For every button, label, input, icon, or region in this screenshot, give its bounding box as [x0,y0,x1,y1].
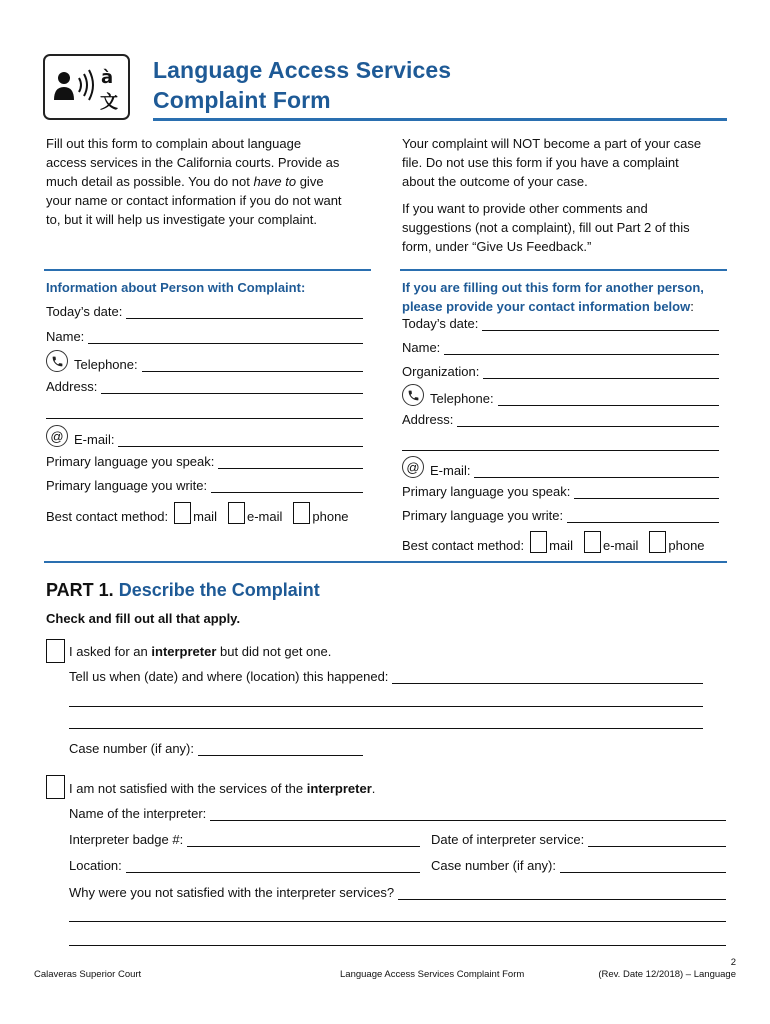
date-label: Today’s date: [46,304,123,319]
bold-text: interpreter [306,781,372,796]
right-section-heading [402,278,732,316]
contact-method-label: Best contact method: [46,509,169,524]
svg-text:文: 文 [100,92,118,113]
address-input-line-2[interactable] [46,406,363,419]
lang-write-input-line[interactable] [211,479,363,493]
email-label: E-mail: [74,432,115,447]
phone-checkbox[interactable] [649,531,666,553]
when-where-input-line-2[interactable] [69,694,703,707]
lang-write-label: Primary language you write: [46,478,208,493]
location-label: Location: [69,858,122,873]
lang-write-input-line[interactable] [567,509,719,523]
mail-checkbox[interactable] [530,531,547,553]
title-divider [153,118,727,121]
email-label: E-mail: [430,463,471,478]
no-interpreter-statement: I asked for an interpreter but did not get one. [69,644,332,659]
why-not-satisfied-input-line[interactable] [398,886,726,900]
service-date-input-line[interactable] [588,833,726,847]
case-number-label: Case number (if any): [69,741,194,756]
email-input-line[interactable] [118,433,363,447]
phone-icon [402,384,424,406]
right-lang-write-field[interactable] [402,508,719,523]
right-heading-line: please provide your contact information below: [402,299,694,314]
footer-court-name: Calaveras Superior Court [34,969,142,980]
lang-speak-label: Primary language you speak: [46,454,215,469]
footer-form-name: Language Access Services Complaint Form [340,969,525,980]
left-address-field[interactable] [46,379,363,394]
email-checkbox[interactable] [228,502,245,524]
why-not-satisfied-label: Why were you not satisfied with the interpreter services? [69,885,395,900]
why-not-satisfied-input-line-2[interactable] [69,909,726,922]
title-line-1: Language Access Services [153,57,452,83]
interpreter-name-label: Name of the interpreter: [69,806,207,821]
case-number-input-line[interactable] [198,742,363,756]
email-checkbox[interactable] [584,531,601,553]
case-number-label: Case number (if any): [431,858,556,873]
service-date-label: Date of interpreter service: [431,832,585,847]
intro-right-line: file. Do not use this form if you have a complaint [402,155,679,170]
right-email-field[interactable] [402,456,719,478]
intro-right-line: Your complaint will NOT become a part of your case [402,136,702,151]
title-line-2: Complaint Form [153,87,331,113]
phone-input-line[interactable] [498,392,719,406]
language-access-logo-icon [43,54,130,120]
part1-instruction: Check and fill out all that apply. [46,611,241,626]
left-section-divider [44,269,371,271]
email-option-label: e-mail [602,538,639,553]
left-phone-field[interactable] [46,350,363,372]
left-section-heading: Information about Person with Complaint: [46,280,306,295]
right-org-field[interactable] [402,364,719,379]
date-input-line[interactable] [126,305,363,319]
mail-option-label: mail [549,538,573,553]
why-not-satisfied-input-line-3[interactable] [69,933,726,946]
left-contact-method [46,502,366,524]
right-name-field[interactable] [402,340,719,355]
not-satisfied-checkbox[interactable] [46,775,65,799]
right-date-field[interactable] [402,316,719,331]
part1-heading [46,580,320,601]
when-where-label: Tell us when (date) and where (location) this happened: [69,669,389,684]
part1-label: PART 1. [46,580,114,600]
why-not-satisfied-field[interactable] [69,885,726,900]
language-access-icon [45,56,128,118]
service-date-field[interactable] [431,832,726,847]
when-where-input-line[interactable] [392,670,703,684]
bold-text: interpreter [151,644,217,659]
phone-label: Telephone: [430,391,494,406]
name-label: Name: [46,329,85,344]
right-contact-method [402,531,732,553]
lang-speak-input-line[interactable] [218,455,363,469]
left-lang-write-field[interactable] [46,478,363,493]
part1-divider [44,561,727,563]
date-label: Today’s date: [402,316,479,331]
page-number: 2 [730,957,736,968]
emphasis-text: have to [253,174,297,189]
right-phone-field[interactable] [402,384,719,406]
phone-icon [46,350,68,372]
name-input-line[interactable] [444,341,719,355]
left-lang-speak-field[interactable] [46,454,363,469]
intro-left-line: to, but it will help us investigate your complaint. [46,212,317,227]
badge-number-label: Interpreter badge #: [69,832,184,847]
lang-write-label: Primary language you write: [402,508,564,523]
location-input-line[interactable] [126,859,420,873]
at-sign-icon: @ [46,425,68,447]
mail-option-label: mail [193,509,217,524]
intro-right-line: about the outcome of your case. [402,174,588,189]
right-address-field[interactable] [402,412,719,427]
case-number-input-line[interactable] [560,859,726,873]
footer-revision: (Rev. Date 12/2018) – Language [598,969,736,980]
badge-number-field[interactable] [69,832,420,847]
address-input-line-2[interactable] [402,438,719,451]
address-label: Address: [402,412,454,427]
intro-right-line: suggestions (not a complaint), fill out Part 2 of this [402,220,690,235]
interpreter-name-field[interactable] [69,806,726,821]
intro-right-line: If you want to provide other comments and [402,201,648,216]
intro-left-line: your name or contact information if you do not want [46,193,342,208]
address-label: Address: [46,379,98,394]
intro-right-paragraph [402,134,732,256]
address-input-line[interactable] [457,413,719,427]
intro-left-line: Fill out this form to complain about language [46,136,302,151]
right-section-divider [400,269,727,271]
not-satisfied-statement: I am not satisfied with the services of the interpreter. [69,781,376,796]
intro-left-line: much detail as possible. You do not have to give [46,174,324,189]
phone-option-label: phone [668,538,705,553]
left-name-field[interactable] [46,329,363,344]
date-input-line[interactable] [482,317,719,331]
when-where-input-line-3[interactable] [69,716,703,729]
intro-left-paragraph [46,134,376,229]
part1-title: Describe the Complaint [118,580,320,600]
right-heading-line: If you are filling out this form for another person, [402,280,704,295]
lang-speak-label: Primary language you speak: [402,484,571,499]
interpreter-name-input-line[interactable] [210,807,726,821]
phone-input-line[interactable] [142,358,363,372]
org-input-line[interactable] [483,365,719,379]
email-input-line[interactable] [474,464,719,478]
org-label: Organization: [402,364,480,379]
name-input-line[interactable] [88,330,363,344]
badge-number-input-line[interactable] [187,833,420,847]
mail-checkbox[interactable] [174,502,191,524]
contact-method-label: Best contact method: [402,538,525,553]
page-title [153,55,451,115]
at-sign-icon: @ [402,456,424,478]
phone-option-label: phone [312,509,349,524]
intro-right-line: form, under “Give Us Feedback.” [402,239,592,254]
svg-text:à: à [101,67,114,88]
item1-case-number-field[interactable] [69,741,363,756]
phone-checkbox[interactable] [293,502,310,524]
left-email-field[interactable] [46,425,363,447]
location-field[interactable] [69,858,420,873]
phone-label: Telephone: [74,357,138,372]
right-lang-speak-field[interactable] [402,484,719,499]
when-where-field[interactable] [69,669,703,684]
left-date-field[interactable] [46,304,363,319]
no-interpreter-checkbox[interactable] [46,639,65,663]
lang-speak-input-line[interactable] [574,485,719,499]
email-option-label: e-mail [246,509,283,524]
item2-case-number-field[interactable] [431,858,726,873]
name-label: Name: [402,340,441,355]
address-input-line[interactable] [101,380,363,394]
intro-left-line: access services in the California courts. Provide as [46,155,340,170]
